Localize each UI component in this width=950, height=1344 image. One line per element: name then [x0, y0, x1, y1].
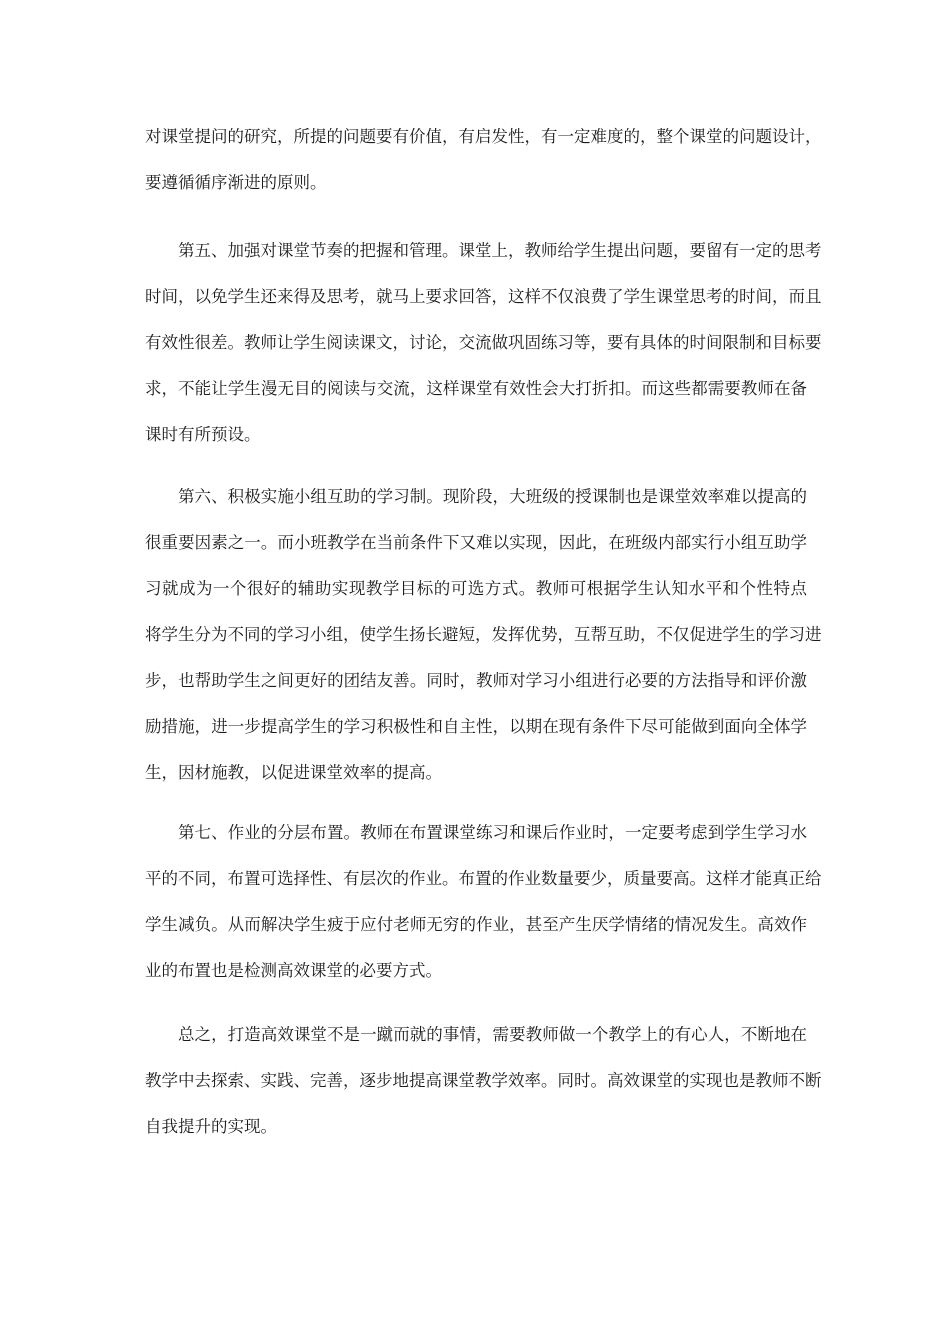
text-line: 教学中去探索、实践、完善，逐步地提高课堂教学效率。同时。高效课堂的实现也是教师不断 [145, 1071, 822, 1090]
paragraph-sixth-point [145, 474, 822, 796]
text-line: 自我提升的实现。 [145, 1117, 277, 1136]
text-line: 业的布置也是检测高效课堂的必要方式。 [145, 961, 442, 980]
text-line: 励措施，进一步提高学生的学习积极性和自主性，以期在现有条件下尽可能做到面向全体学 [145, 717, 807, 736]
text-line: 第五、加强对课堂节奏的把握和管理。课堂上，教师给学生提出问题，要留有一定的思考 [178, 241, 822, 260]
text-line: 将学生分为不同的学习小组，使学生扬长避短，发挥优势，互帮互助，不仅促进学生的学习进 [145, 625, 822, 644]
paragraph-question-design [145, 114, 822, 206]
text-line: 平的不同，布置可选择性、有层次的作业。布置的作业数量要少，质量要高。这样才能真正给 [145, 869, 822, 888]
paragraph-fifth-point [145, 228, 822, 458]
text-line: 学生减负。从而解决学生疲于应付老师无穷的作业，甚至产生厌学情绪的情况发生。高效作 [145, 915, 807, 934]
text-line: 总之，打造高效课堂不是一蹴而就的事情，需要教师做一个教学上的有心人，不断地在 [178, 1025, 807, 1044]
text-line: 求，不能让学生漫无目的阅读与交流，这样课堂有效性会大打折扣。而这些都需要教师在备 [145, 379, 807, 398]
text-line: 有效性很差。教师让学生阅读课文，讨论，交流做巩固练习等，要有具体的时间限制和目标要 [145, 333, 822, 352]
text-line: 对课堂提问的研究，所提的问题要有价值，有启发性，有一定难度的，整个课堂的问题设计， [145, 127, 822, 146]
text-line: 要遵循循序渐进的原则。 [145, 173, 327, 192]
text-line: 很重要因素之一。而小班教学在当前条件下又难以实现，因此，在班级内部实行小组互助学 [145, 533, 807, 552]
text-line: 第七、作业的分层布置。教师在布置课堂练习和课后作业时，一定要考虑到学生学习水 [178, 823, 807, 842]
text-line: 时间，以免学生还来得及思考，就马上要求回答，这样不仅浪费了学生课堂思考的时间，而且 [145, 287, 822, 306]
text-line: 生，因材施教，以促进课堂效率的提高。 [145, 763, 442, 782]
paragraph-seventh-point [145, 810, 822, 994]
text-line: 步，也帮助学生之间更好的团结友善。同时，教师对学习小组进行必要的方法指导和评价激 [145, 671, 807, 690]
paragraph-conclusion [145, 1012, 822, 1150]
text-line: 习就成为一个很好的辅助实现教学目标的可选方式。教师可根据学生认知水平和个性特点 [145, 579, 807, 598]
text-line: 第六、积极实施小组互助的学习制。现阶段，大班级的授课制也是课堂效率难以提高的 [178, 487, 807, 506]
text-line: 课时有所预设。 [145, 425, 261, 444]
